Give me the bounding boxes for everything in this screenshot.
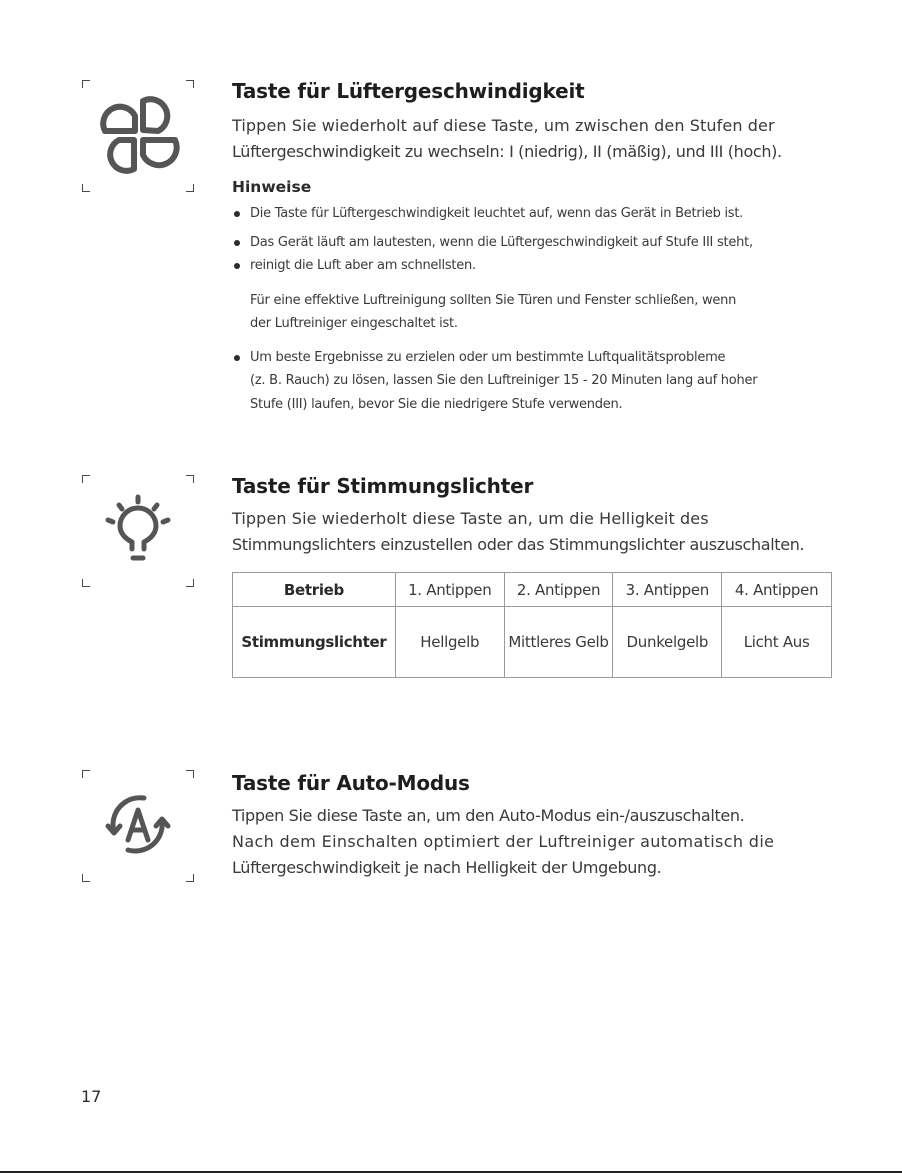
auto-mode-icon bbox=[82, 770, 194, 882]
note-text: Das Gerät läuft am lautesten, wenn die Lüftergeschwindigkeit auf Stufe III steht, bbox=[250, 234, 753, 250]
note-text: Die Taste für Lüftergeschwindigkeit leuchtet auf, wenn das Gerät in Betrieb ist. bbox=[250, 206, 744, 221]
table-cell: Licht Aus bbox=[722, 607, 832, 678]
fan-icon-frame bbox=[82, 80, 194, 192]
bullet-icon bbox=[234, 355, 240, 361]
fan-speed-section bbox=[232, 79, 852, 416]
table-cell: 3. Antippen bbox=[613, 573, 722, 607]
mood-lights-lead-line: Tippen Sie wiederholt diese Taste an, um die Helligkeit des bbox=[232, 509, 709, 528]
table-row bbox=[233, 607, 832, 678]
note-text: reinigt die Luft aber am schnellsten. bbox=[250, 258, 476, 273]
fan-speed-lead-line: Tippen Sie wiederholt auf diese Taste, um zwischen den Stufen der bbox=[232, 116, 775, 135]
note-text: Für eine effektive Luftreinigung sollten Sie Türen und Fenster schließen, wenn bbox=[250, 292, 737, 308]
page-number: 17 bbox=[81, 1087, 102, 1106]
lightbulb-icon bbox=[82, 475, 194, 587]
fan-speed-lead-line: Lüftergeschwindigkeit zu wechseln: I (niedrig), II (mäßig), und III (hoch). bbox=[232, 142, 782, 161]
table-cell: 4. Antippen bbox=[722, 573, 832, 607]
note-text: der Luftreiniger eingeschaltet ist. bbox=[250, 316, 458, 331]
mood-lights-table bbox=[232, 572, 832, 678]
table-cell: 2. Antippen bbox=[504, 573, 613, 607]
fan-icon bbox=[82, 80, 194, 192]
table-cell: 1. Antippen bbox=[395, 573, 504, 607]
auto-mode-lead-line: Nach dem Einschalten optimiert der Luftreiniger automatisch die bbox=[232, 832, 775, 851]
auto-mode-section bbox=[232, 771, 852, 881]
table-cell: Mittleres Gelb bbox=[504, 607, 613, 678]
table-cell: Dunkelgelb bbox=[613, 607, 722, 678]
table-header-cell: Stimmungslichter bbox=[233, 607, 396, 678]
auto-mode-icon-frame bbox=[82, 770, 194, 882]
note-item bbox=[232, 231, 852, 255]
bullet-icon bbox=[234, 211, 240, 217]
bullet-icon bbox=[234, 263, 240, 269]
lightbulb-icon-frame bbox=[82, 475, 194, 587]
note-text: (z. B. Rauch) zu lösen, lassen Sie den Luftreiniger 15 - 20 Minuten lang auf hoher bbox=[250, 373, 758, 388]
auto-mode-title: Taste für Auto-Modus bbox=[232, 771, 470, 795]
bullet-icon bbox=[234, 240, 240, 246]
fan-speed-title: Taste für Lüftergeschwindigkeit bbox=[232, 79, 585, 103]
table-cell: Hellgelb bbox=[395, 607, 504, 678]
note-item bbox=[232, 202, 852, 226]
note-item-continued bbox=[232, 369, 852, 393]
note-item bbox=[232, 254, 852, 278]
note-text: Stufe (III) laufen, bevor Sie die niedrigere Stufe verwenden. bbox=[250, 396, 623, 412]
note-text: Um beste Ergebnisse zu erzielen oder um bestimmte Luftqualitätsprobleme bbox=[250, 349, 726, 365]
note-item-continued bbox=[232, 393, 852, 417]
notes-heading: Hinweise bbox=[232, 178, 312, 196]
auto-mode-lead-line: Lüftergeschwindigkeit je nach Helligkeit der Umgebung. bbox=[232, 858, 662, 877]
auto-mode-lead-line: Tippen Sie diese Taste an, um den Auto-Modus ein-/auszuschalten. bbox=[232, 806, 745, 825]
note-item bbox=[232, 346, 852, 370]
table-header-cell: Betrieb bbox=[233, 573, 396, 607]
table-row bbox=[233, 573, 832, 607]
note-paragraph bbox=[232, 289, 852, 313]
mood-lights-section bbox=[232, 474, 852, 558]
mood-lights-lead-line: Stimmungslichters einzustellen oder das Stimmungslichter auszuschalten. bbox=[232, 535, 805, 554]
note-paragraph bbox=[232, 312, 852, 336]
mood-lights-title: Taste für Stimmungslichter bbox=[232, 474, 534, 498]
